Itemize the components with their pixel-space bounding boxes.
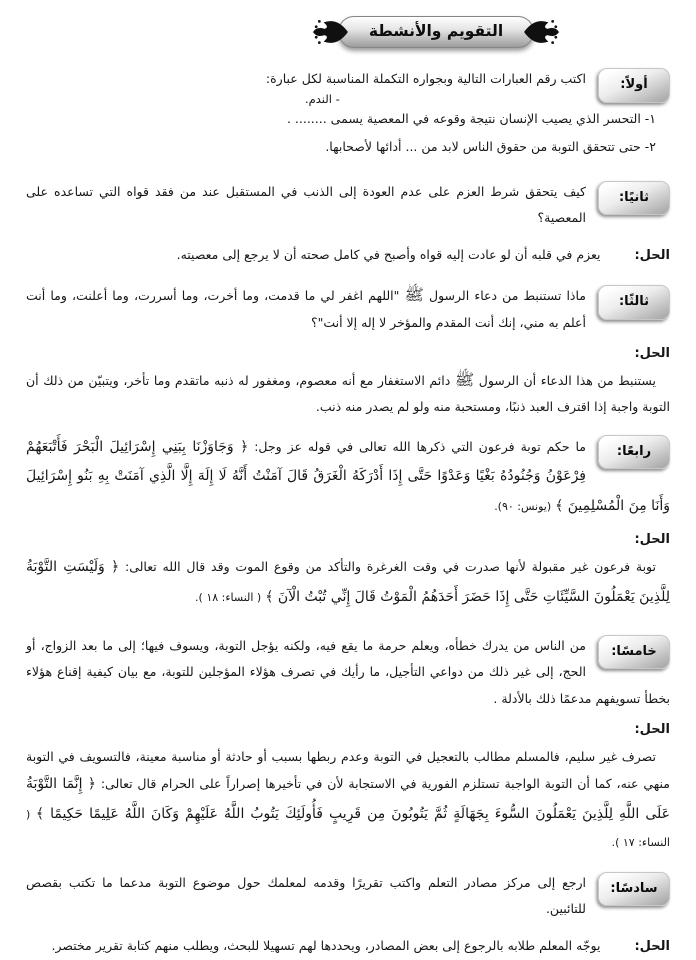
solution-text [26,744,670,856]
dua-quote: "اللهم اغفر لي ما قدمت، وما أخرت، وما أسررت، وما أعلنت، وما أنت أعلم به مني، إنك أنت المقدم والمؤخر لا إله إلا أنت"؟ [26,288,586,330]
solution-text [26,368,670,421]
solution-part: توبة فرعون غير مقبولة لأنها صدرت في وقت الغرغرة والتأكد من وقوع الموت وقد قال الله تعالى: [124,559,656,575]
solution-label: الحل: [634,531,670,547]
question-text: كيف يتحقق شرط العزم على عدم العودة إلى الذنب في المستقبل عند من فقد قواه التي تساعده على المعصية؟ [26,183,586,225]
solution-row [26,242,670,270]
section-badge: سادسًا: [598,872,670,907]
section-fourth [26,433,670,613]
question-part: ماذا تستنبط من دعاء الرسول [429,288,586,304]
solution-part: دائم الاستغفار مع أنه معصوم، ومغفور له ذنبه ماتقدم وما تأخر، ويتبيّن من ذلك أن التوبة واجبة إذا اقترف العبد ذنبًا، ومستحبة منه ولو لم يصدر منه ذنب. [26,372,670,415]
solution-part: يستنبط من هذا الدعاء أن الرسول [478,372,656,388]
statement-list [26,106,656,161]
banner-ornament-left-icon [313,18,349,46]
banner-ornament-right-icon [523,18,559,46]
solution-label: الحل: [634,938,670,954]
section-badge: أولاً: [598,68,670,103]
question-text [26,433,670,522]
page-title: التقويم والأنشطة [338,16,534,48]
solution-label: الحل: [634,722,670,737]
section-sixth [26,870,670,960]
solution-text [26,553,670,612]
question-part: ما حكم توبة فرعون التي ذكرها الله تعالى في قوله عز وجل: [254,438,586,454]
header-banner [114,8,696,56]
solution-text: يعزم في قلبه أن لو عادت إليه قواه وأصبح في كامل صحته أن لا يرجع إلى معصيته. [176,246,601,262]
filled-answer: - الندم. [305,91,340,106]
solution-label: الحل: [634,346,670,362]
solution-text: يوجّه المعلم طلابه بالرجوع إلى بعض المصادر، ويحددها لهم تسهيلا للبحث، ويطلب منهم كتابة تقرير مختصر. [51,937,601,953]
verse-citation: ( النساء: ١٧ ). [26,807,670,850]
solution-part: تصرف غير سليم، فالمسلم مطالب بالتعجيل في التوبة وعدم ربطها بسبب أو حادثة أو مناسبة معينة، فالتسويف في التوبة منهي عنه، كما أن التوبة الواجبة تستلزم الفورية في الاستجابة لأن في تأخيرها إصراراً على الحرام قال تعالى: [26,748,671,792]
quran-verse: ﴿ إِنَّمَا التَّوْبَةُ عَلَى اللَّهِ لِلَّذِينَ يَعْمَلُونَ السُّوءَ بِجَهَالَةٍ ثُمَّ يَتُوبُونَ مِن قَرِيبٍ فَأُولَئِكَ يَتُوبُ اللَّهُ عَلَيْهِمْ وَكَانَ اللَّهُ عَلِيمًا حَكِيمًا ﴾ [26,776,670,822]
question-text: من الناس من يدرك خطأه، ويعلم حرمة ما يقع فيه، ولكنه يؤجل التوبة، ويسوف فيها؛ إلى ما بعد الزواج، أو الحج، إلى غير ذلك من دواعي التأجيل، ما رأيك في تصرف هؤلاء المؤجلين للتوبة، مع بيان كيفية إقناع هؤلاء بخطأ تسويفهم مدعمًا ذلك بالأدلة . [26,637,670,706]
section-badge: خامسًا: [598,635,670,670]
solution-row [26,933,670,960]
question-text: ارجع إلى مركز مصادر التعلم واكتب تقريرًا وقدمه لمعلمك حول موضوع التوبة مدعما ما تكتب بقصص للتائبين. [26,874,586,917]
section-second [26,179,670,270]
quran-verse: ﴿ وَجَاوَزْنَا بِبَنِي إِسْرَائِيلَ الْبَحْرَ فَأَتْبَعَهُمْ فِرْعَوْنُ وَجُنُودُهُ بَغْيًا وَعَدْوًا حَتَّى إِذَا أَدْرَكَهُ الْغَرَقُ قَالَ آمَنْتُ أَنَّهُ لَا إِلَهَ إِلَّا الَّذِي آمَنَتْ بِهِ بَنُو إِسْرَائِيلَ وَأَنَا مِنَ الْمُسْلِمِينَ ﴾ [26,438,670,514]
question-text: اكتب رقم العبارات التالية وبجواره التكملة المناسبة لكل عبارة: [265,71,586,86]
pbuh-honorific-icon: ﷺ [454,369,475,389]
list-item: ٢- حتى تتحقق التوبة من حقوق الناس لابد من ... أدائها لأصحابها. [325,139,656,154]
section-fifth [26,633,670,856]
section-badge: رابعًا: [598,435,670,470]
question-text [26,283,670,336]
section-first [26,66,670,161]
section-third [26,283,670,421]
quran-verse: ﴿ وَلَيْسَتِ التَّوْبَةُ لِلَّذِينَ يَعْمَلُونَ السَّيِّئَاتِ حَتَّى إِذَا حَضَرَ أَحَدَهُمُ الْمَوْتُ قَالَ إِنِّي تُبْتُ الْآنَ ﴾ [26,559,670,605]
section-badge: ثانيًا: [598,181,670,216]
verse-citation: (يونس: ٩٠). [494,499,552,513]
solution-label: الحل: [634,247,670,263]
verse-citation: ( النساء: ١٨ ). [195,590,262,604]
pbuh-honorific-icon: ﷺ [404,285,424,305]
section-badge: ثالثًا: [598,285,670,320]
list-item: ١- التحسر الذي يصيب الإنسان نتيجة وقوعه في المعصية يسمى ........ . [286,110,656,126]
